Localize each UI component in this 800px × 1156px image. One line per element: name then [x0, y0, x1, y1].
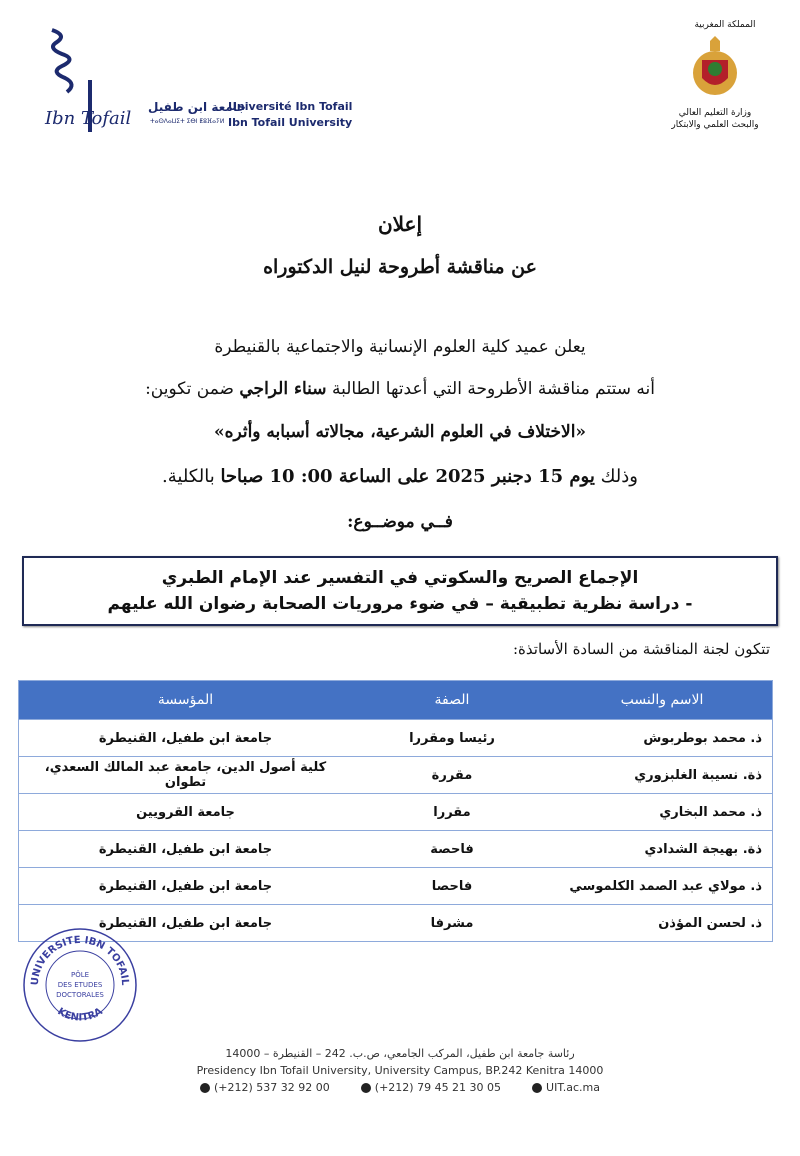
- stamp-inner-1: PÔLE: [70, 971, 90, 979]
- table-row: [19, 720, 773, 757]
- globe-icon: [532, 1083, 542, 1093]
- committee-intro: تتكون لجنة المناقشة من السادة الأساتذة:: [512, 640, 770, 658]
- kingdom-label: المملكة المغربية: [694, 20, 756, 30]
- defense-date: يوم 15 دجنبر 2025 على الساعة 00: 10 صباحا: [220, 466, 595, 487]
- table-header-row: [19, 681, 773, 720]
- student-line: [0, 379, 800, 399]
- member-role: فاحصة: [352, 831, 552, 868]
- footer-phone: [200, 1081, 330, 1094]
- logo-script: Ibn Tofail: [45, 108, 132, 129]
- student-name: سناء الراجي: [239, 379, 327, 399]
- coat-of-arms-icon: [680, 35, 750, 105]
- ministry-line2: والبحث العلمي والابتكار: [671, 120, 759, 130]
- page-subtitle: عن مناقشة أطروحة لنيل الدكتوراه: [263, 256, 537, 278]
- stamp-outer-text: UNIVERSITE IBN TOFAIL: [29, 934, 131, 986]
- member-name: ذة. نسيبة الغلبزوري: [552, 757, 773, 794]
- table-row: [19, 831, 773, 868]
- stamp-inner-3: DOCTORALES: [56, 991, 104, 999]
- website-link[interactable]: UIT.ac.ma: [546, 1081, 600, 1094]
- stamp-inner-2: DES ETUDES: [57, 981, 103, 989]
- university-name-ar: جامعة ابن طفيل: [148, 100, 246, 114]
- fax-icon: [361, 1083, 371, 1093]
- footer-address-en: Presidency Ibn Tofail University, University Campus, BP.242 Kenitra 14000: [196, 1064, 604, 1077]
- university-name-tifinagh: ⵜⴰⵙⴷⴰⵡⵉⵜ ⵉⴱⵏ ⵟⵓⴼⴰⵢⵍ: [150, 118, 225, 125]
- footer-contacts: [200, 1081, 600, 1094]
- date-suffix: بالكلية.: [162, 466, 221, 487]
- member-institution: جامعة ابن طفيل، القنيطرة: [19, 831, 353, 868]
- student-line-suffix: ضمن تكوين:: [145, 379, 240, 399]
- member-role: رئيسا ومقررا: [352, 720, 552, 757]
- table-row: [19, 757, 773, 794]
- thesis-topic-box: [22, 556, 778, 626]
- page-title: إعلان: [377, 212, 423, 236]
- member-name: ذ. محمد بوطربوش: [552, 720, 773, 757]
- header-institution: المؤسسة: [19, 681, 353, 720]
- topic-label: فــي موضــوع:: [347, 512, 453, 532]
- svg-text:KENITRA: [55, 1006, 104, 1024]
- member-role: فاحصا: [352, 868, 552, 905]
- member-institution: جامعة ابن طفيل، القنيطرة: [19, 720, 353, 757]
- phone-number: (+212) 537 32 92 00: [214, 1081, 330, 1094]
- member-institution: جامعة ابن طفيل، القنيطرة: [19, 868, 353, 905]
- footer-fax: [361, 1081, 501, 1094]
- table-row: [19, 794, 773, 831]
- program-name: «الاختلاف في العلوم الشرعية، مجالاته أسبابه وأثره»: [213, 422, 587, 442]
- member-institution: جامعة ابن طفيل، القنيطرة: [19, 905, 353, 942]
- member-institution: جامعة القرويين: [19, 794, 353, 831]
- header-role: الصفة: [352, 681, 552, 720]
- committee-table: [18, 680, 773, 942]
- date-line: [0, 466, 800, 487]
- date-prefix: وذلك: [594, 466, 638, 487]
- university-name-en: Ibn Tofail University: [228, 116, 353, 129]
- thesis-title-line2: - دراسة نظرية تطبيقية – في ضوء مروريات الصحابة رضوان الله عليهم: [107, 594, 693, 614]
- member-role: مقررة: [352, 757, 552, 794]
- member-name: ذ. محمد البخاري: [552, 794, 773, 831]
- member-role: مقررا: [352, 794, 552, 831]
- member-institution: كلية أصول الدين، جامعة عبد المالك السعدي، تطوان: [19, 757, 353, 794]
- member-name: ذ. مولاي عبد الصمد الكلموسي: [552, 868, 773, 905]
- university-logo-mark: [42, 25, 82, 110]
- footer-address-ar: رئاسة جامعة ابن طفيل، المركب الجامعي، ص.ب. 242 – القنيطرة – 14000: [225, 1047, 575, 1060]
- fax-number: (+212) 79 45 21 30 05: [374, 1081, 502, 1094]
- thesis-title-line1: الإجماع الصريح والسكوتي في التفسير عند الإمام الطبري: [161, 568, 639, 588]
- ministry-line1: وزارة التعليم العالي: [678, 108, 752, 118]
- university-name-fr: Université Ibn Tofail: [228, 100, 353, 113]
- phone-icon: [200, 1083, 210, 1093]
- footer-website: [532, 1081, 600, 1094]
- header-name: الاسم والنسب: [552, 681, 773, 720]
- student-line-prefix: أنه ستتم مناقشة الأطروحة التي أعدتها الطالبة: [326, 379, 655, 399]
- doctoral-studies-stamp: [20, 925, 140, 1045]
- intro-line: يعلن عميد كلية العلوم الإنسانية والاجتماعية بالقنيطرة: [214, 337, 586, 357]
- member-name: ذ. لحسن المؤذن: [552, 905, 773, 942]
- stamp-bottom-text: KENITRA: [55, 1006, 105, 1024]
- member-role: مشرفا: [352, 905, 552, 942]
- table-row: [19, 868, 773, 905]
- member-name: ذة. بهيجة الشدادي: [552, 831, 773, 868]
